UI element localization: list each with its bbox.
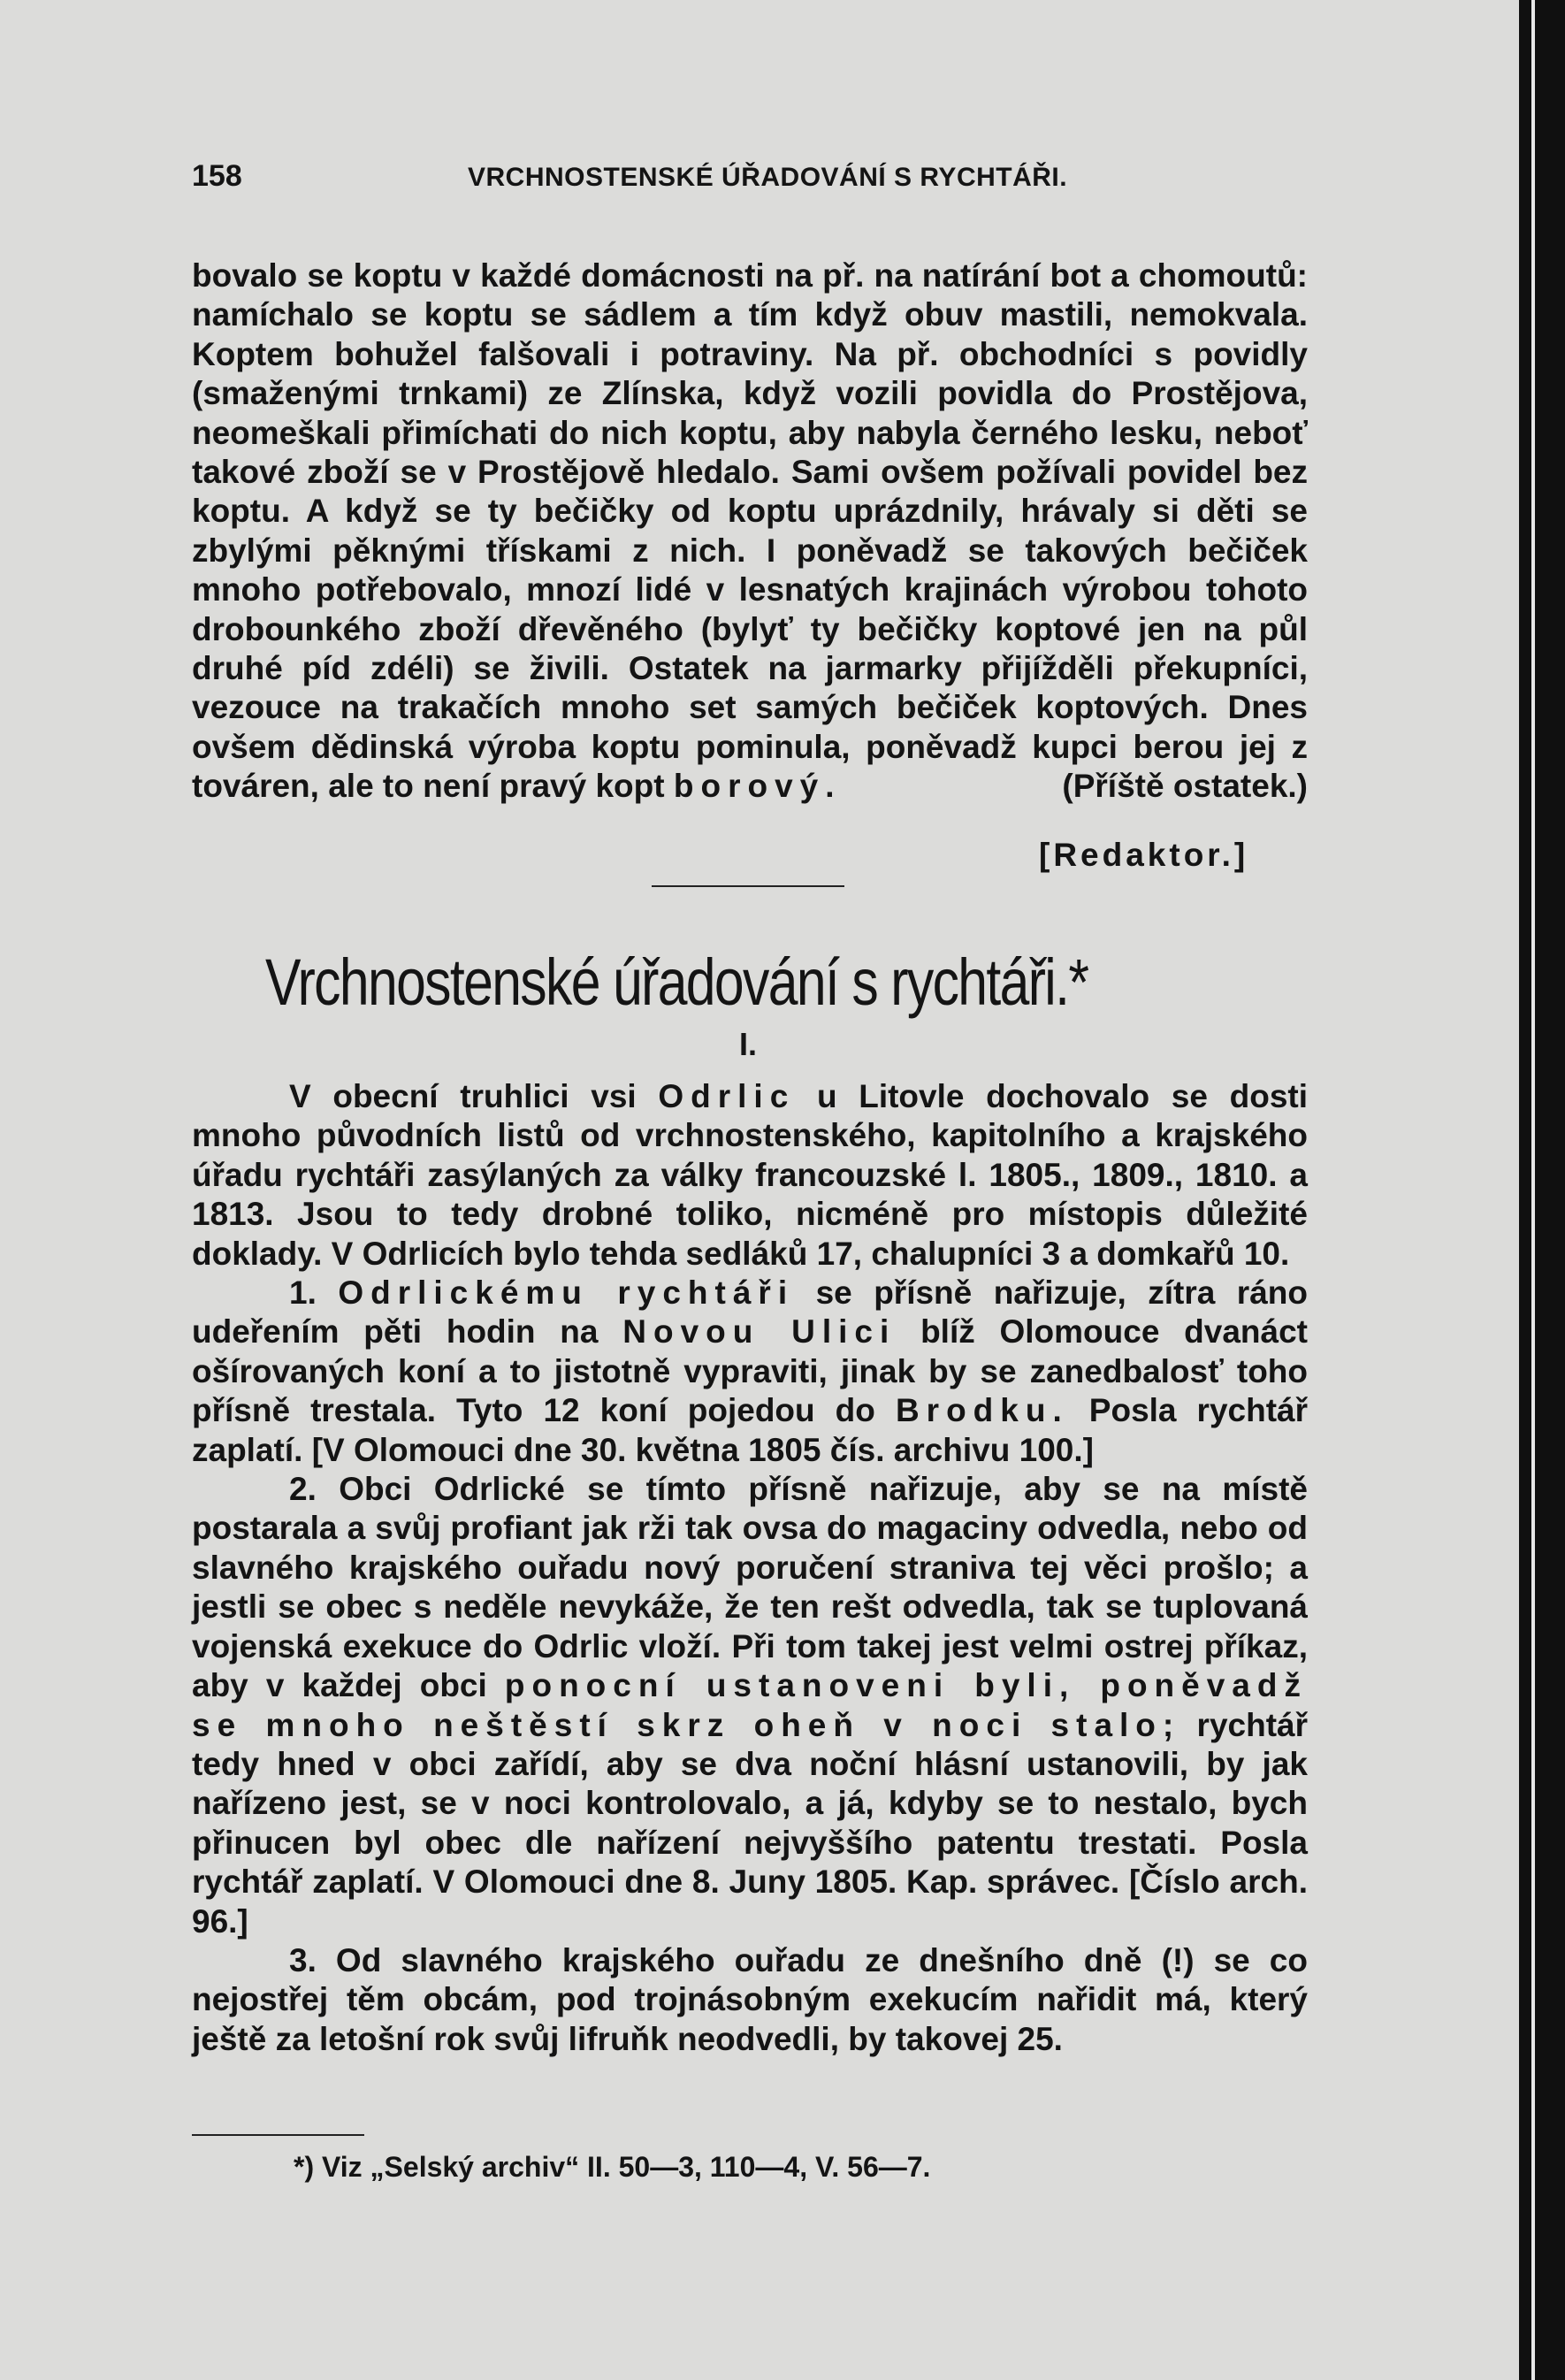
document-1: 1. Odrlickému rychtáři se přísně nařizuje, zítra ráno udeřením pěti hodin na Novou Ulici blíž Olomouce dvanáct ošírovaných koní a to jistotně vypraviti, jinak by se zanedbalosť toho přísně trestala. Tyto 12 koní pojedou do Brodku. Posla rychtář zaplatí. [V Olomouci dne 30. května 1805 čís. archivu 100.] [192, 1274, 1309, 1468]
footnote-divider [192, 2134, 364, 2136]
divider [652, 885, 844, 887]
document-3: 3. Od slavného krajského ouřadu ze dnešního dně (!) se co nejostřej těm obcám, pod trojnásobným exekucím nařidit má, který ještě za letošní rok svůj lifruňk neodvedli, by takovej 25. [192, 1941, 1308, 2057]
scan-edge [1519, 0, 1565, 2380]
previous-article-ending [192, 256, 1308, 807]
section-number: I. [739, 1026, 758, 1062]
article-title: Vrchnostenské úřadování s rychtáři.* [265, 945, 1088, 1019]
paragraph: bovalo se koptu v každé domácnosti na př. na natírání bot a chomoutů: namíchalo se koptu se sádlem a tím když obuv mastili, nemokvala. Koptem bohužel falšovali i potraviny. Na př. obchodníci s povidly (smaženými trnkami) ze Zlínska, když vozili povidla do Prostějova, neomeškali přimíchati do nich koptu, aby nabyla černého lesku, neboť takové zboží se v Prostějově hledalo. Sami ovšem požívali povidel bez koptu. A když se ty bečičky od koptu uprázdnily, hrávaly si děti se zbylými pěknými třískami z nich. I poněvadž se takových bečiček mnoho potřebovalo, mnozí lidé v lesnatých krajinách výrobou tohoto drobounkého zboží dřevěného (bylyť ty bečičky koptové jen na půl druhé píd zdéli) se živili. Ostatek na jarmarky přijížděli překupníci, vezouce na trakačích mnoho set samých bečiček koptových. Dnes ovšem dědinská výroba koptu pominula, poněvadž kupci berou jej z továren, ale to není pravý kopt borový. (Příště ostatek.) [192, 256, 1308, 807]
document-2: 2. Obci Odrlické se tímto přísně nařizuje, aby se na místě postarala a svůj profiant jak rži tak ovsa do magaciny odvedla, nebo od slavného krajského ouřadu nový poručení straniva tej věci prošlo; a jestli se obec s neděle nevykáže, že ten rešt odvedla, tak se tuplovaná vojenská exekuce do Odrlic vloží. Při tom takej jest velmi ostrej příkaz, aby v každej obci ponocní ustanoveni byli, poněvadž se mnoho neštěstí skrz oheň v noci stalo; rychtář tedy hned v obci zařídí, aby se dva noční hlásní ustanovili, by jak nařízeno jest, se v noci kontrolovalo, a já, kdyby se to nestalo, bych přinucen byl obec dle nařízení nejvyššího patentu trestati. Posla rychtář zaplatí. V Olomouci dne 8. Juny 1805. Kap. správec. [Číslo arch. 96.] [192, 1471, 1308, 1940]
page-number: 158 [192, 159, 242, 193]
emphasized-word: borový. [673, 768, 842, 805]
article-body [192, 1077, 1308, 2059]
intro-paragraph: V obecní truhlici vsi Odrlic u Litovle dochovalo se dosti mnoho původních listů od vrchnostenského, kapitolního a krajského úřadu rychtáři zasýlaných za války francouzské l. 1805., 1809., 1810. a 1813. Jsou to tedy drobné toliko, nicméně pro místopis důležité doklady. V Odrlicích bylo tehda sedláků 17, chalupníci 3 a domkařů 10. [192, 1078, 1309, 1272]
place-name: Odrlic [658, 1078, 796, 1114]
continued-note: (Příště ostatek.) [1062, 768, 1308, 805]
footnote: *) Viz „Selský archiv“ II. 50—3, 110—4, V. 56—7. [294, 2151, 931, 2183]
editor-signature: [Redaktor.] [1039, 837, 1249, 873]
running-head: VRCHNOSTENSKÉ ÚŘADOVÁNÍ S RYCHTÁŘI. [468, 163, 1068, 192]
scan-edge-line [1531, 0, 1535, 2380]
